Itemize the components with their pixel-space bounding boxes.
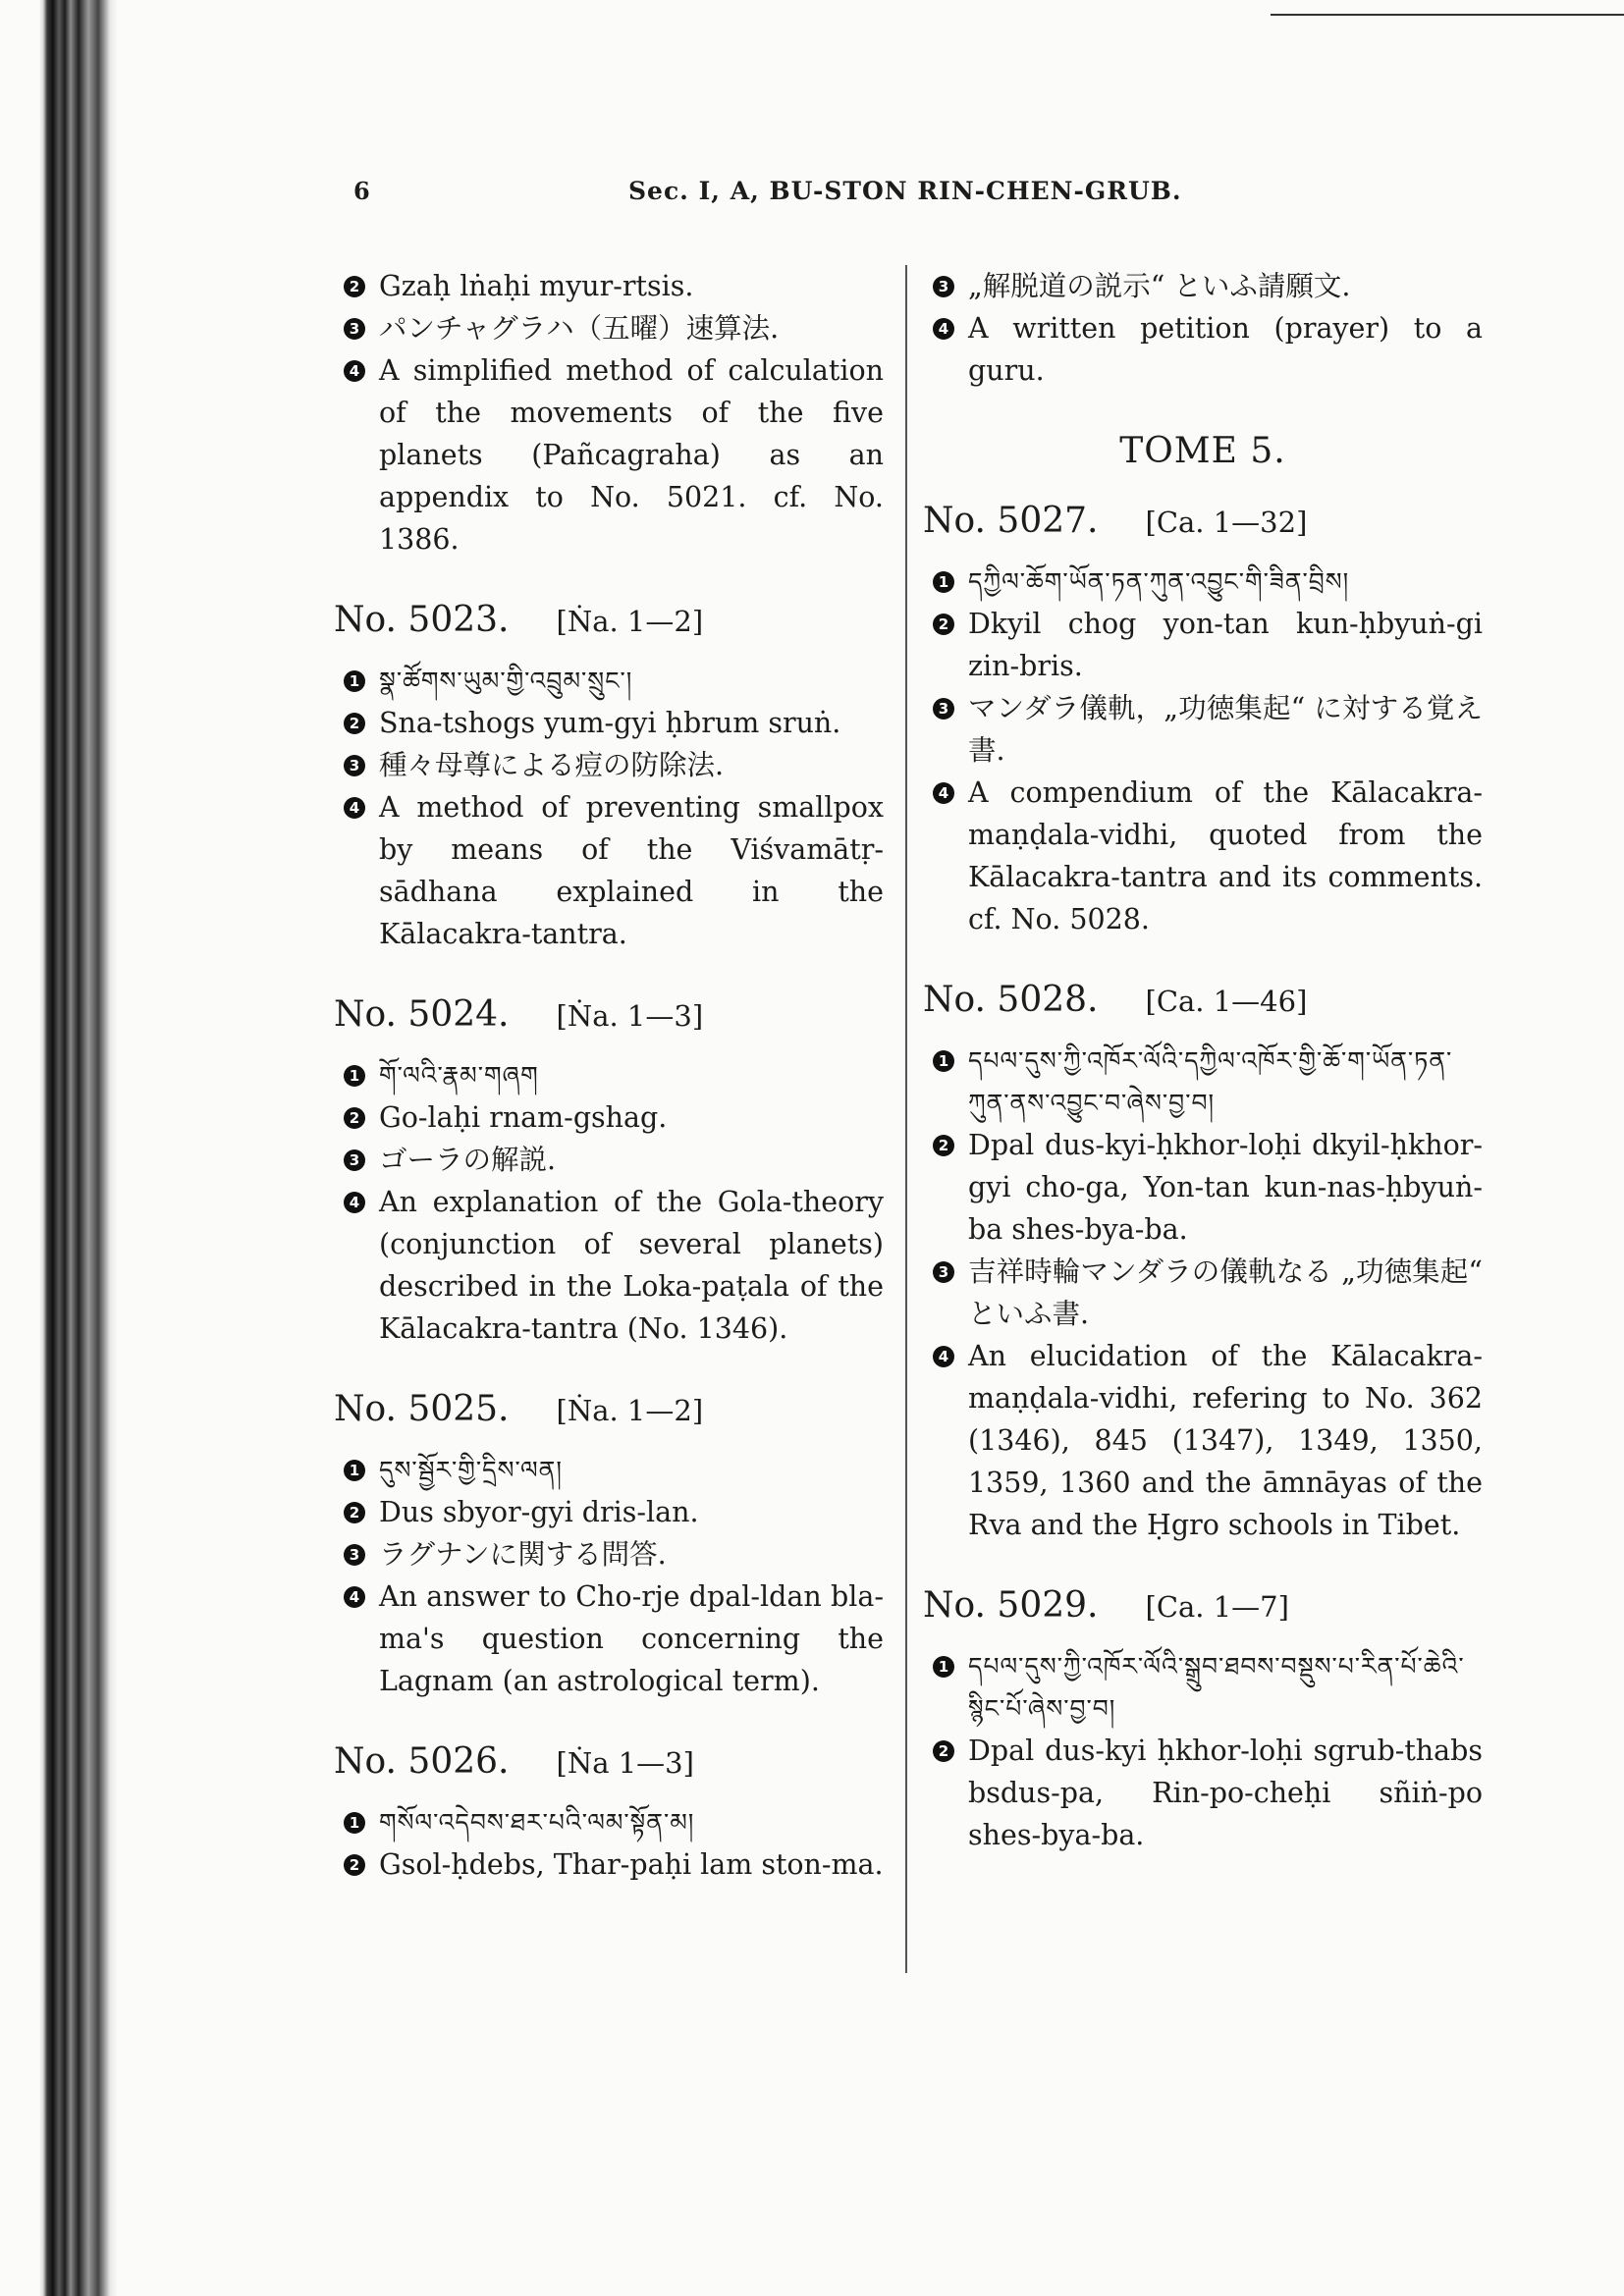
page-number: 6 [353, 177, 370, 205]
number-marker: 2 [933, 614, 954, 635]
entry-line [334, 1801, 884, 1843]
entry-number: No. 5026. [334, 1741, 510, 1782]
tibetan-title: གསོལ་འདེབས་ཐར་པའི་ལམ་སྟོན་མ། [379, 1808, 695, 1837]
line-text: 種々母尊による痘の防除法. [379, 749, 725, 781]
line-text: 吉祥時輪マンダラの儀軌なる „功徳集起“ といふ書. [968, 1255, 1483, 1330]
line-text: Dkyil chog yon-tan kun-ḥbyuṅ-gi zin-bris. [968, 608, 1483, 682]
number-marker: 3 [933, 276, 954, 297]
line-text: Gsol-ḥdebs, Thar-paḥi lam ston-ma. [379, 1848, 884, 1881]
number-marker: 1 [933, 1656, 954, 1678]
continued-entry [923, 265, 1483, 392]
line-text: ゴーラの解説. [379, 1144, 557, 1176]
line-text: Go-laḥi rnam-gshag. [379, 1101, 668, 1134]
entry-range: [Ṅa 1—3] [556, 1746, 694, 1780]
entry-line [923, 772, 1483, 940]
entry-number: No. 5028. [923, 980, 1099, 1020]
entry-line [923, 687, 1483, 772]
entry-line [334, 1533, 884, 1575]
tibetan-title: གོ་ལའི་རྣམ་གཞག [379, 1061, 539, 1090]
entry-line [334, 307, 884, 349]
entry-line [923, 1251, 1483, 1335]
running-title: Sec. I, A, BU-STON RIN-CHEN-GRUB. [628, 177, 1182, 205]
line-text: ラグナンに関する問答. [379, 1538, 667, 1571]
number-marker: 2 [933, 1740, 954, 1762]
catalog-entry [334, 600, 884, 955]
entry-line [334, 786, 884, 955]
line-text: „解脱道の説示“ といふ請願文. [968, 270, 1351, 302]
continued-entry [334, 265, 884, 561]
number-marker: 2 [933, 1135, 954, 1156]
number-marker: 4 [933, 1346, 954, 1367]
entry-line [923, 1335, 1483, 1546]
line-text: Dpal dus-kyi-ḥkhor-loḥi dkyil-ḥkhor-gyi cho-ga, Yon-tan kun-nas-ḥbyuṅ-ba shes-bya-ba. [968, 1129, 1483, 1246]
entry-range: [Ca. 1—46] [1145, 985, 1308, 1018]
number-marker: 4 [344, 797, 365, 819]
entry-line [923, 1124, 1483, 1251]
catalog-entry [334, 994, 884, 1350]
number-marker: 4 [933, 318, 954, 340]
entry-number: No. 5024. [334, 994, 510, 1035]
entry-number: No. 5023. [334, 600, 510, 640]
catalog-entry [334, 1741, 884, 1886]
number-marker: 1 [344, 1812, 365, 1834]
entry-range: [Ṅa. 1—3] [556, 999, 704, 1033]
page-header [0, 177, 1624, 216]
entry-line [923, 603, 1483, 687]
entry-number: No. 5027. [923, 501, 1099, 541]
number-marker: 3 [933, 1261, 954, 1283]
number-marker: 1 [344, 1065, 365, 1087]
line-text: Gzaḥ lṅaḥi myur-rtsis. [379, 270, 694, 302]
line-text: An explanation of the Gola-theory (conjunction of several planets) described in the Loka-paṭala of the Kālacakra-tantra (No. 1346). [379, 1186, 884, 1345]
book-spine-shadow [0, 0, 118, 2296]
number-marker: 4 [344, 360, 365, 382]
number-marker: 3 [344, 1149, 365, 1171]
number-marker: 2 [344, 1502, 365, 1523]
line-text: Sna-tshogs yum-gyi ḥbrum sruṅ. [379, 707, 841, 739]
line-text: パンチャグラハ（五曜）速算法. [379, 312, 780, 345]
entry-line [923, 307, 1483, 392]
top-rule [1271, 14, 1624, 16]
entry-range: [Ca. 1—7] [1145, 1590, 1289, 1624]
line-text: A method of preventing smallpox by means of the Viśvamātṛ-sādhana explained in the Kālacakra-tantra. [379, 791, 884, 950]
entry-line [923, 1645, 1483, 1730]
number-marker: 2 [344, 1854, 365, 1876]
line-text: マンダラ儀軌，„功徳集起“ に対する覚え書. [968, 692, 1483, 767]
number-marker: 2 [344, 276, 365, 297]
number-marker: 4 [933, 782, 954, 804]
number-marker: 1 [933, 1050, 954, 1072]
tibetan-title: དཔལ་དུས་ཀྱི་འཁོར་ལོའི་སྒྲུབ་ཐབས་བསྡུས་པ་རིན་པོ་ཆེའི་སྙིང་པོ་ཞེས་བྱ་བ། [968, 1652, 1465, 1723]
entry-line [334, 744, 884, 786]
catalog-entry [334, 1389, 884, 1702]
entry-line [334, 702, 884, 744]
number-marker: 1 [344, 1460, 365, 1481]
entry-line [334, 1139, 884, 1181]
entry-line [334, 1449, 884, 1491]
entry-line [923, 265, 1483, 307]
entry-range: [Ṅa. 1—2] [556, 1394, 704, 1427]
number-marker: 4 [344, 1192, 365, 1213]
line-text: A written petition (prayer) to a guru. [968, 312, 1483, 387]
number-marker: 3 [344, 755, 365, 776]
entry-line [334, 349, 884, 561]
number-marker: 3 [933, 698, 954, 720]
left-column [334, 265, 884, 1925]
number-marker: 1 [933, 571, 954, 593]
entry-line [923, 561, 1483, 603]
number-marker: 4 [344, 1586, 365, 1608]
entry-number: No. 5029. [923, 1585, 1099, 1626]
entry-line [923, 1040, 1483, 1124]
entry-line [334, 1096, 884, 1139]
entry-range: [Ṅa. 1—2] [556, 605, 704, 638]
tibetan-title: དུས་སྦྱོར་གྱི་དྲིས་ལན། [379, 1456, 563, 1484]
line-text: An answer to Cho-rje dpal-ldan bla-ma's question concerning the Lagnam (an astrological term). [379, 1580, 884, 1697]
catalog-entry [923, 501, 1483, 940]
entry-line [334, 1843, 884, 1886]
line-text: A simplified method of calculation of the movements of the five planets (Pañcagraha) as an appendix to No. 5021. cf. No. 1386. [379, 354, 884, 556]
entry-number: No. 5025. [334, 1389, 510, 1429]
catalog-entry [923, 1585, 1483, 1856]
line-text: Dus sbyor-gyi dris-lan. [379, 1496, 699, 1528]
right-column [923, 265, 1483, 1896]
line-text: Dpal dus-kyi ḥkhor-loḥi sgrub-thabs bsdus-pa, Rin-po-cheḥi sñiṅ-po shes-bya-ba. [968, 1735, 1483, 1851]
line-text: A compendium of the Kālacakra-maṇḍala-vidhi, quoted from the Kālacakra-tantra and its comments. cf. No. 5028. [968, 776, 1483, 935]
number-marker: 2 [344, 713, 365, 734]
entry-line [334, 1491, 884, 1533]
entry-line [334, 1181, 884, 1350]
tibetan-title: སྣ་ཚོགས་ཡུམ་གྱི་འབྲུམ་སྲུང་། [379, 667, 633, 695]
entry-line [334, 1054, 884, 1096]
number-marker: 3 [344, 318, 365, 340]
entry-line [334, 660, 884, 702]
catalog-entry [923, 980, 1483, 1546]
entry-line [334, 1575, 884, 1702]
tibetan-title: དཔལ་དུས་ཀྱི་འཁོར་ལོའི་དཀྱིལ་འཁོར་གྱི་ཆོ་ག་ཡོན་ཏན་ཀུན་ནས་འབྱུང་བ་ཞེས་བྱ་བ། [968, 1046, 1453, 1117]
column-divider [905, 265, 907, 1973]
number-marker: 1 [344, 670, 365, 692]
entry-line [923, 1730, 1483, 1856]
number-marker: 3 [344, 1544, 365, 1566]
number-marker: 2 [344, 1107, 365, 1129]
entry-line [334, 265, 884, 307]
tibetan-title: དཀྱིལ་ཆོག་ཡོན་ཏན་ཀུན་འབྱུང་གི་ཟིན་བྲིས། [968, 567, 1350, 596]
tome-heading: TOME 5. [1119, 431, 1286, 471]
entry-range: [Ca. 1—32] [1145, 506, 1308, 539]
line-text: An elucidation of the Kālacakra-maṇḍala-vidhi, refering to No. 362 (1346), 845 (1347), 1349, 1350, 1359, 1360 and the āmnāyas of the Rva and the Ḥgro schools in Tibet. [968, 1340, 1483, 1541]
